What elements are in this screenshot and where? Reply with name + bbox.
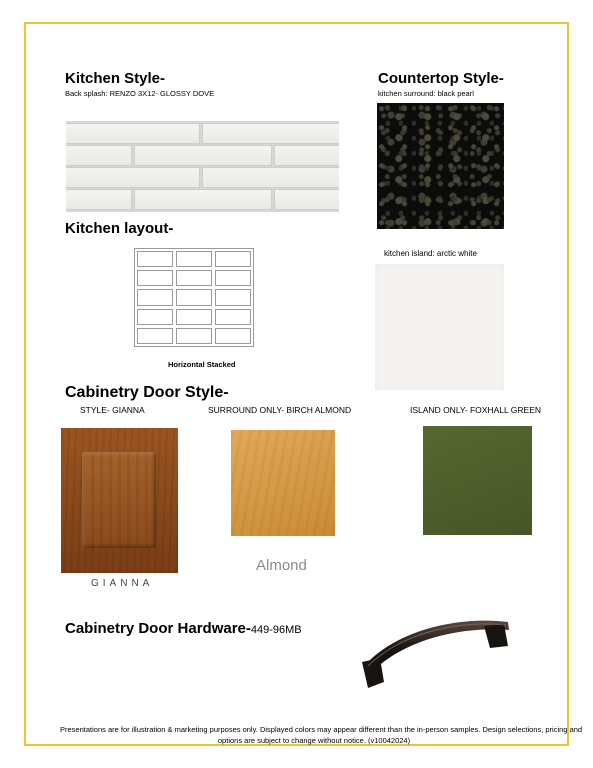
island-color-label: ISLAND ONLY- FOXHALL GREEN bbox=[410, 405, 542, 415]
cabinetry-style-title: Cabinetry Door Style- bbox=[65, 384, 229, 401]
almond-caption: Almond bbox=[256, 557, 307, 574]
foxhall-green-swatch bbox=[423, 426, 532, 535]
cabinet-pull-handle-image bbox=[358, 612, 513, 692]
arctic-white-swatch bbox=[375, 264, 504, 390]
hardware-title bbox=[65, 620, 302, 637]
backsplash-label: Back splash: RENZO 3X12- GLOSSY DOVE bbox=[65, 89, 215, 98]
hardware-model: 449-96MB bbox=[250, 624, 302, 636]
countertop-surround-label: kitchen surround: black pearl bbox=[378, 89, 474, 98]
black-pearl-swatch bbox=[377, 103, 504, 229]
layout-grid-diagram bbox=[134, 248, 254, 347]
disclaimer-line-2: options are subject to change without notice. (v10042024) bbox=[217, 736, 411, 745]
layout-caption: Horizontal Stacked bbox=[168, 360, 236, 369]
kitchen-style-title: Kitchen Style- bbox=[65, 70, 166, 87]
disclaimer-line-1: Presentations are for illustration & marketing purposes only. Displayed colors may appear different than the in-person samples. Design selections, pricing and bbox=[60, 725, 583, 734]
birch-almond-swatch bbox=[231, 430, 335, 536]
gianna-door-image bbox=[61, 428, 178, 573]
backsplash-tile-swatch bbox=[66, 121, 339, 212]
gianna-caption: GIANNA bbox=[91, 578, 154, 589]
surround-color-label: SURROUND ONLY- BIRCH ALMOND bbox=[208, 405, 352, 415]
countertop-island-label: kitchen island: arctic white bbox=[384, 249, 477, 258]
hardware-title-text: Cabinetry Door Hardware- bbox=[65, 620, 251, 637]
kitchen-layout-title: Kitchen layout- bbox=[65, 220, 174, 237]
disclaimer-footer bbox=[60, 724, 583, 746]
countertop-style-title: Countertop Style- bbox=[378, 70, 504, 87]
door-style-label: STYLE- GIANNA bbox=[80, 405, 145, 415]
